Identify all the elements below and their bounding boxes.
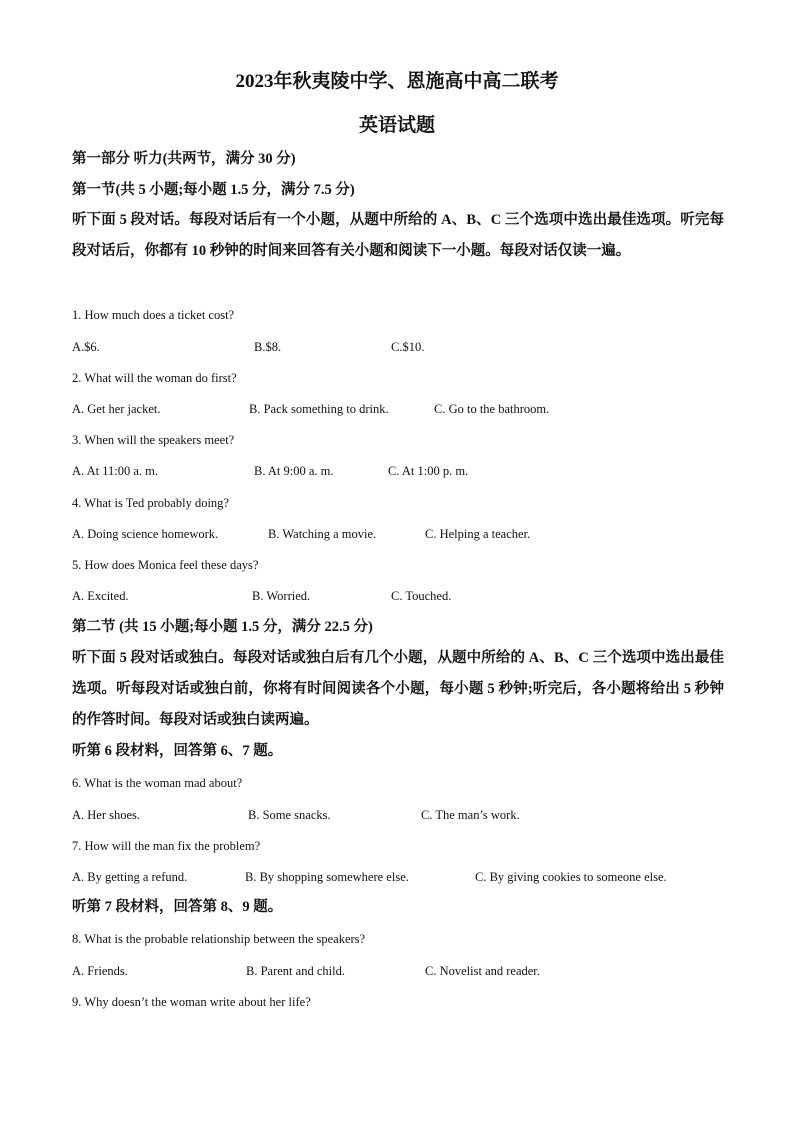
question-9: 9. Why doesn’t the woman write about her life? — [72, 995, 311, 1009]
section1-instructions: 听下面 5 段对话。每段对话后有一个小题，从题中所给的 A、B、C 三个选项中选出最佳选项。听完每段对话后，你都有 10 秒钟的时间来回答有关小题和阅读下一小题。每段对话仅读一遍。 — [72, 212, 724, 259]
part1-heading: 第一部分 听力(共两节，满分 30 分) — [72, 151, 296, 167]
option-a: A. By getting a refund. — [72, 870, 188, 884]
material6-heading: 听第 6 段材料，回答第 6、7 题。 — [72, 743, 283, 759]
option-c: C. Helping a teacher. — [425, 527, 531, 541]
exam-title: 2023年秋夷陵中学、恩施高中高二联考 — [235, 71, 559, 92]
option-c: C. By giving cookies to someone else. — [475, 870, 667, 884]
material7-heading: 听第 7 段材料，回答第 8、9 题。 — [72, 899, 283, 915]
question-6: 6. What is the woman mad about? — [72, 776, 243, 790]
question-4: 4. What is Ted probably doing? — [72, 496, 229, 510]
exam-subject: 英语试题 — [358, 115, 435, 136]
option-a: A. Doing science homework. — [72, 527, 219, 541]
question-2: 2. What will the woman do first? — [72, 371, 237, 385]
option-b: B. Watching a movie. — [268, 527, 377, 541]
question-8: 8. What is the probable relationship between the speakers? — [72, 932, 366, 946]
question-7: 7. How will the man fix the problem? — [72, 839, 261, 853]
option-c: C.$10. — [391, 340, 425, 354]
option-a: A. Friends. — [72, 964, 128, 978]
option-c: C. At 1:00 p. m. — [388, 464, 469, 478]
question-1: 1. How much does a ticket cost? — [72, 308, 235, 322]
option-b: B. At 9:00 a. m. — [254, 464, 334, 478]
question-3: 3. When will the speakers meet? — [72, 433, 235, 447]
option-a: A. Get her jacket. — [72, 402, 161, 416]
option-b: B. Worried. — [252, 589, 311, 603]
option-b: B. Parent and child. — [246, 964, 345, 978]
section2-instructions: 听下面 5 段对话或独白。每段对话或独白后有几个小题，从题中所给的 A、B、C 三个选项中选出最佳选项。听每段对话或独白前，你将有时间阅读各个小题，每小题 5 秒钟;听完后，各小题将给出 5 秒钟的作答时间。每段对话或独白读两遍。 — [72, 650, 724, 728]
section1-heading: 第一节(共 5 小题;每小题 1.5 分，满分 7.5 分) — [72, 182, 355, 198]
option-b: B. Some snacks. — [248, 808, 331, 822]
section2-heading: 第二节 (共 15 小题;每小题 1.5 分，满分 22.5 分) — [72, 619, 373, 635]
option-b: B. By shopping somewhere else. — [245, 870, 409, 884]
option-a: A. Her shoes. — [72, 808, 141, 822]
option-c: C. Go to the bathroom. — [434, 402, 550, 416]
option-b: B. Pack something to drink. — [249, 402, 389, 416]
option-b: B.$8. — [254, 340, 282, 354]
option-a: A. At 11:00 a. m. — [72, 464, 158, 478]
option-c: C. Touched. — [391, 589, 452, 603]
option-a: A.$6. — [72, 340, 100, 354]
option-c: C. Novelist and reader. — [425, 964, 540, 978]
option-a: A. Excited. — [72, 589, 129, 603]
option-c: C. The man’s work. — [421, 808, 520, 822]
question-5: 5. How does Monica feel these days? — [72, 558, 259, 572]
